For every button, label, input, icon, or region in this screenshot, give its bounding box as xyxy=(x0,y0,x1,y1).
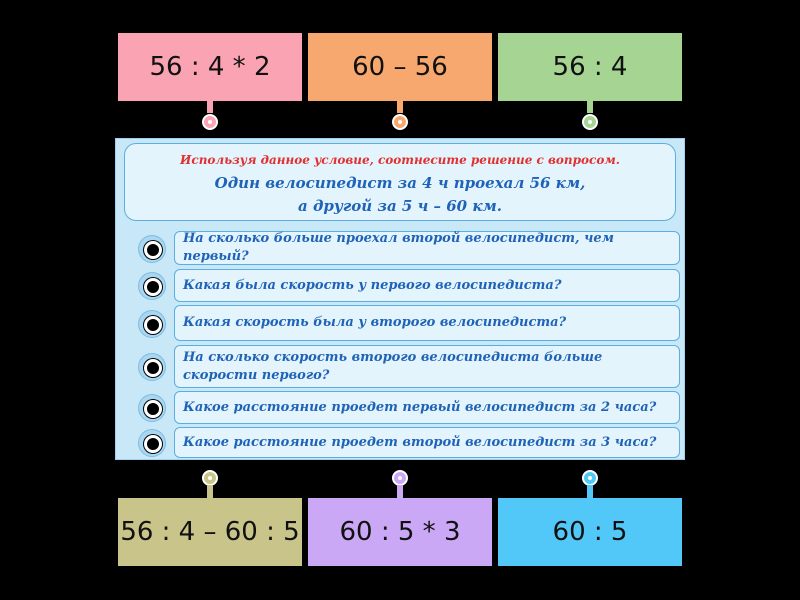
answer-card-top-2[interactable]: 60 – 56 xyxy=(308,33,492,101)
connector-stem xyxy=(587,485,593,498)
task-panel xyxy=(115,138,685,460)
question-row-3 xyxy=(116,305,686,343)
question-row-1 xyxy=(116,231,686,267)
question-row-2 xyxy=(116,269,686,303)
question-target-icon[interactable] xyxy=(138,272,166,300)
problem-line-1: Один велосипедист за 4 ч проехал 56 км, xyxy=(214,174,586,192)
connector-stem xyxy=(397,101,403,113)
task-instruction: Используя данное условие, соотнесите решение с вопросом. xyxy=(180,153,620,167)
connector-pin-icon[interactable] xyxy=(202,470,218,486)
connector-pin-icon[interactable] xyxy=(582,114,598,130)
answer-card-bottom-1[interactable]: 56 : 4 – 60 : 5 xyxy=(118,498,302,566)
answer-card-bottom-3[interactable]: 60 : 5 xyxy=(498,498,682,566)
question-target-icon[interactable] xyxy=(138,310,166,338)
question-item[interactable]: Какое расстояние проедет первый велосипедист за 2 часа? xyxy=(174,391,680,424)
question-item[interactable]: Какая скорость была у второго велосипедиста? xyxy=(174,305,680,341)
problem-line-2: а другой за 5 ч – 60 км. xyxy=(298,197,502,215)
connector-pin-icon[interactable] xyxy=(582,470,598,486)
question-target-icon[interactable] xyxy=(138,235,166,263)
question-row-6 xyxy=(116,427,686,459)
connector-stem xyxy=(397,485,403,498)
question-item[interactable]: Какая была скорость у первого велосипедиста? xyxy=(174,269,680,302)
connector-stem xyxy=(207,101,213,113)
question-item[interactable]: Какое расстояние проедет второй велосипедист за 3 часа? xyxy=(174,427,680,458)
problem-statement xyxy=(125,172,675,218)
task-header xyxy=(124,143,676,221)
question-target-icon[interactable] xyxy=(138,394,166,422)
connector-pin-icon[interactable] xyxy=(392,114,408,130)
question-target-icon[interactable] xyxy=(138,429,166,457)
question-target-icon[interactable] xyxy=(138,353,166,381)
question-item[interactable]: На сколько скорость второго велосипедиста больше скорости первого? xyxy=(174,345,680,388)
connector-stem xyxy=(587,101,593,113)
connector-pin-icon[interactable] xyxy=(202,114,218,130)
connector-pin-icon[interactable] xyxy=(392,470,408,486)
answer-card-top-3[interactable]: 56 : 4 xyxy=(498,33,682,101)
answer-card-top-1[interactable]: 56 : 4 * 2 xyxy=(118,33,302,101)
question-item[interactable]: На сколько больше проехал второй велосипедист, чем первый? xyxy=(174,231,680,265)
answer-card-bottom-2[interactable]: 60 : 5 * 3 xyxy=(308,498,492,566)
question-row-4 xyxy=(116,345,686,389)
question-row-5 xyxy=(116,391,686,425)
connector-stem xyxy=(207,485,213,498)
